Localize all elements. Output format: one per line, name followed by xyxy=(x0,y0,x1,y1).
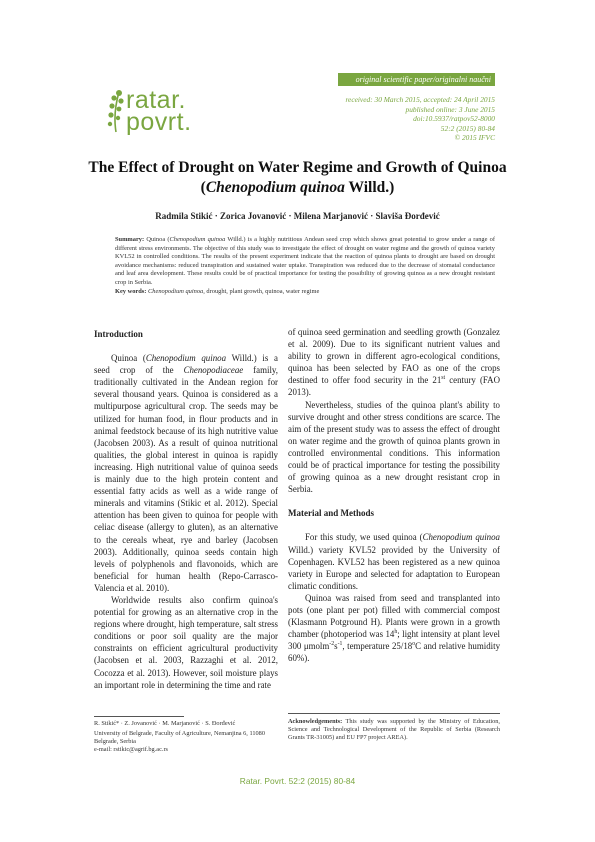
section-heading-introduction: Introduction xyxy=(94,329,143,339)
intro-p1-c: family, traditionally cultivated in the Andean region for several thousand years. Quinoa is considered as a multipurpose agricultural crop. The seeds may be utilized for human food, in flour products and in animal feedstock because of its high nutritive value (Jacobsen 2003). As a result of quinoa nutritional qualities, the global interest in quinoa is rapidly increasing. High nutritional value of quinoa seeds is mainly due to the high protein content and essential fatty acids as well as a wide range of minerals and vitamins (Stikic et al. 2012). Special attention has been given to quinoa for people with celiac disease (allergy to gluten), as an alternative to the cereals wheat, rye and barley (Jacobsen 2003). Additionally, quinoa seeds contain high levels of polyphenols and flavonoids, which are beneficial for human health (Repo-Carrasco-Valencia et al. 2010). xyxy=(94,365,278,593)
paper-title xyxy=(60,158,535,198)
title-authority: Willd.) xyxy=(344,179,395,196)
footnote-affiliation: University of Belgrade, Faculty of Agriculture, Nemanjina 6, 11080 Belgrade, Serbia xyxy=(94,730,265,745)
intro-paragraph-2: Worldwide results also confirm quinoa's potential for growing as an alternative crop in the regions where drought, high temperature, salt stress conditions or poor soil quality are the major constraints on efficient agricultural productivity (Jacobsen et al. 2003, Razzaghi et al. 2012, Cocozza et al. 2013). However, soil moisture plays an important role in determining the time and rate xyxy=(94,594,278,690)
section-heading-methods: Material and Methods xyxy=(288,508,374,519)
author-footnote xyxy=(94,720,278,754)
doi: doi:10.5937/ratpov52-8000 xyxy=(413,114,495,123)
left-column xyxy=(94,328,278,691)
leaf-icon xyxy=(102,88,126,134)
journal-logo xyxy=(102,86,192,136)
title-species: Chenopodium quinoa xyxy=(205,179,345,196)
abstract xyxy=(115,236,495,296)
right-p1-sup: st xyxy=(441,375,446,382)
right-paragraph-2: Nevertheless, studies of the quinoa plant's ability to survive drought and other stress conditions are scarce. The aim of the present study was to assess the effect of drought on water regime and the growth of quinoa plants grown in controlled environmental conditions. This information could be of practical importance for testing the possibility of growing quinoa as a new drought resistant crop in Serbia. xyxy=(288,399,500,495)
abstract-text-1: Quinoa ( xyxy=(144,236,170,243)
methods-paragraph-2 xyxy=(288,592,500,665)
methods-p2-b: ; light intensity at plant level 300 μmolm xyxy=(288,629,500,652)
abstract-species: Chenopodium quinoa xyxy=(169,236,226,243)
methods-p2-c: s xyxy=(334,641,338,652)
title-line-1: The Effect of Drought on Water Regime and Growth of Quinoa xyxy=(88,159,507,176)
methods-p2-sup1: h xyxy=(394,629,398,636)
keywords-rest: , drought, plant growth, quinoa, water regime xyxy=(203,287,320,295)
right-column xyxy=(288,326,500,664)
footnote-names: R. Stikić* · Z. Jovanović · M. Marjanović · S. Đorđević xyxy=(94,720,236,727)
abstract-summary xyxy=(115,236,495,288)
article-type-banner: original scientific paper/originalni naučni članak xyxy=(338,73,495,86)
intro-p1-b: Willd.) is a seed crop of the xyxy=(94,353,278,376)
logo-line-1: ratar. xyxy=(126,86,186,114)
methods-paragraph-1 xyxy=(288,531,500,591)
intro-paragraph-1 xyxy=(94,352,278,594)
footnote-rule xyxy=(94,716,184,717)
abstract-text-2: Willd.) is a highly nutritious Andean seed crop which shows great potential to grow under a range of different stress environments. The objective of this study was to investigate the effect of drought on water regime and the growth of quinoa variety KVL52 in controlled conditions. The results of the present experiment indicate that the reaction of quinoa plants to drought are based on drought avoidance mechanisms: reduced transpiration and sustained water uptake. Transpiration was reduced due to the decrease of stomatal conductance and leaf area development. These results could be of practical importance for testing the possibility of growing quinoa as a new drought resistant crop in Serbia. xyxy=(115,236,495,286)
ack-label: Acknowledgements: xyxy=(288,718,343,725)
footnote-email: e-mail: rstikic@agrif.bg.ac.rs xyxy=(94,746,168,753)
acknowledgement-rule xyxy=(288,713,500,714)
methods-p2-a: Quinoa was raised from seed and transplanted into pots (one plant per pot) filled with commercial compost (Klasmann Potground H). Plants were grown in a growth chamber (photoperiod was 14 xyxy=(288,592,500,640)
page-footer: Ratar. Povrt. 52:2 (2015) 80-84 xyxy=(239,776,356,786)
intro-p1-family: Chenopodiaceae xyxy=(183,365,244,376)
issue: 52:2 (2015) 80-84 xyxy=(440,123,495,133)
methods-p1-species: Chenopodium quinoa xyxy=(422,532,500,543)
article-metadata xyxy=(345,95,495,143)
right-p1-a: of quinoa seed germination and seedling growth (Gonzalez et al. 2009). Due to its significant nutrient values and ability to grown in different agro-ecological conditions, quinoa has been selected by FAO as one of the crops destined to offer food security in the 21 xyxy=(288,327,500,386)
intro-p1-a: Quinoa ( xyxy=(111,353,146,364)
logo-line-2: povrt. xyxy=(126,108,192,136)
abstract-label: Summary: xyxy=(115,236,145,243)
methods-p1-a: For this study, we used quinoa ( xyxy=(305,532,423,543)
title-paren: ( xyxy=(200,179,206,196)
methods-p2-sup4: o xyxy=(412,641,416,648)
methods-p1-b: Willd.) variety KVL52 provided by the University of Copenhagen. KVL52 has been registered as a new quinoa variety in Europe and selected for adaptation to European climatic conditions. xyxy=(288,544,500,591)
methods-p2-sup2: -2 xyxy=(329,641,335,648)
published-date: published online: 3 June 2015 xyxy=(405,104,495,114)
ack-text: This study was supported by the Ministry of Education, Science and Technological Development of the Republic of Serbia (Research Grants TR-31005) and EU FP7 project AREA). xyxy=(288,718,500,741)
acknowledgements xyxy=(288,718,500,742)
methods-p2-d: , temperature 25/18 xyxy=(342,641,413,652)
intro-p1-species: Chenopodium quinoa xyxy=(145,353,227,364)
right-paragraph-1 xyxy=(288,326,500,399)
keywords-italic: Chenopodium quinoa xyxy=(146,287,204,295)
abstract-keywords xyxy=(115,288,495,297)
methods-p2-sup3: -1 xyxy=(337,641,343,648)
keywords-label: Key words: xyxy=(115,287,147,295)
title-line-2 xyxy=(60,178,535,198)
copyright: © 2015 IFVC xyxy=(454,133,495,142)
author-list: Radmila Stikić · Zorica Jovanović · Milena Marjanović · Slaviša Đorđević xyxy=(155,211,440,221)
received-date: received: 30 March 2015, accepted: 24 April 2015 xyxy=(345,95,495,104)
right-p1-b: century (FAO 2013). xyxy=(288,375,500,398)
methods-p2-e: C and relative humidity 60%). xyxy=(288,641,501,664)
